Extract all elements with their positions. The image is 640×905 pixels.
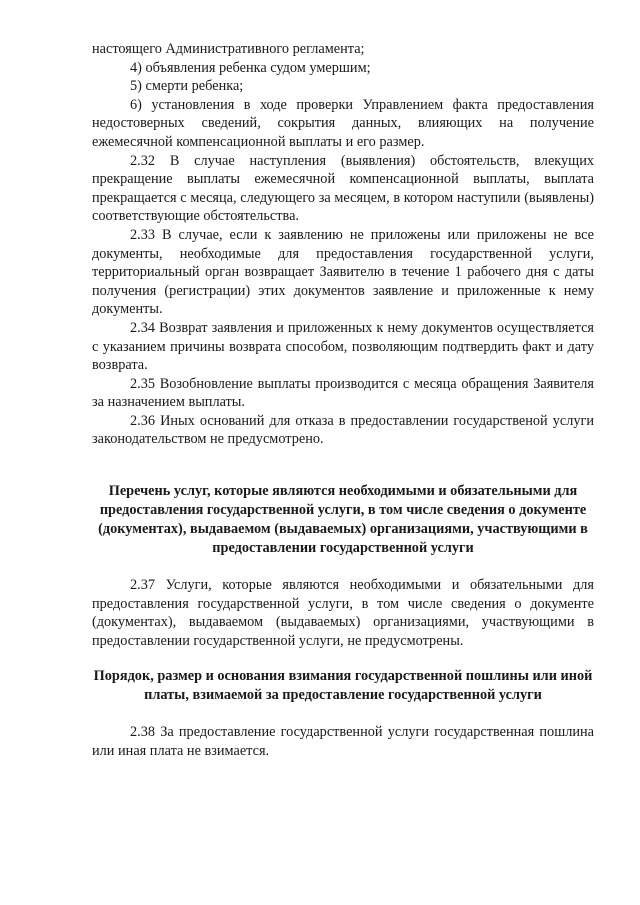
list-item-4: 4) объявления ребенка судом умершим; [130,59,371,76]
document-page [92,40,594,761]
paragraph-2-33: 2.33 В случае, если к заявлению не приложены или приложены не все документы, необходимые для предоставления государственной услуги, территориальный орган возвращает Заявителю в течение 1 рабочего дня с даты получения (регистрации) этих документов заявление и приложенные к нему документы. [92,226,594,318]
section-heading-fees: Порядок, размер и основания взимания государственной пошлины или иной платы, взимаемой за предоставление государственной услуги [93,668,593,704]
list-item-5: 5) смерти ребенка; [130,78,244,95]
paragraph-2-37: 2.37 Услуги, которые являются необходимыми и обязательными для предоставления государственной услуги, в том числе сведения о документе (документах), выдаваемом (выдаваемых) организациями, участвующими в предоставлении государственной услуги, не предусмотрены. [92,577,594,649]
paragraph-2-36: 2.36 Иных оснований для отказа в предоставлении государственой услуги законодательством не предусмотрено. [92,412,594,448]
paragraph-2-38: 2.38 За предоставление государственной услуги государственная пошлина или иная плата не взимается. [92,724,594,760]
paragraph-2-34: 2.34 Возврат заявления и приложенных к нему документов осуществляется с указанием причины возврата способом, позволяющим подтвердить факт и дату возврата. [92,319,594,374]
list-item-6: 6) установления в ходе проверки Управлением факта предоставления недостоверных сведений, сокрытия данных, влияющих на получение ежемесячной компенсационной выплаты и его размер. [92,96,594,150]
paragraph-continuation: настоящего Административного регламента; [92,41,365,57]
paragraph-2-32: 2.32 В случае наступления (выявления) обстоятельств, влекущих прекращение выплаты ежемесячной компенсационной выплаты, выплата прекращается с месяца, следующего за месяцем, в котором наступили (выявлены) соответствующие обстоятельства. [92,152,594,225]
section-heading-services: Перечень услуг, которые являются необходимыми и обязательными для предоставления государственной услуги, в том числе сведения о документе (документах), выдаваемом (выдаваемых) организациями, участвующими в предоставлении государственной услуги [98,483,588,557]
paragraph-2-35: 2.35 Возобновление выплаты производится с месяца обращения Заявителя за назначением выплаты. [92,375,594,411]
